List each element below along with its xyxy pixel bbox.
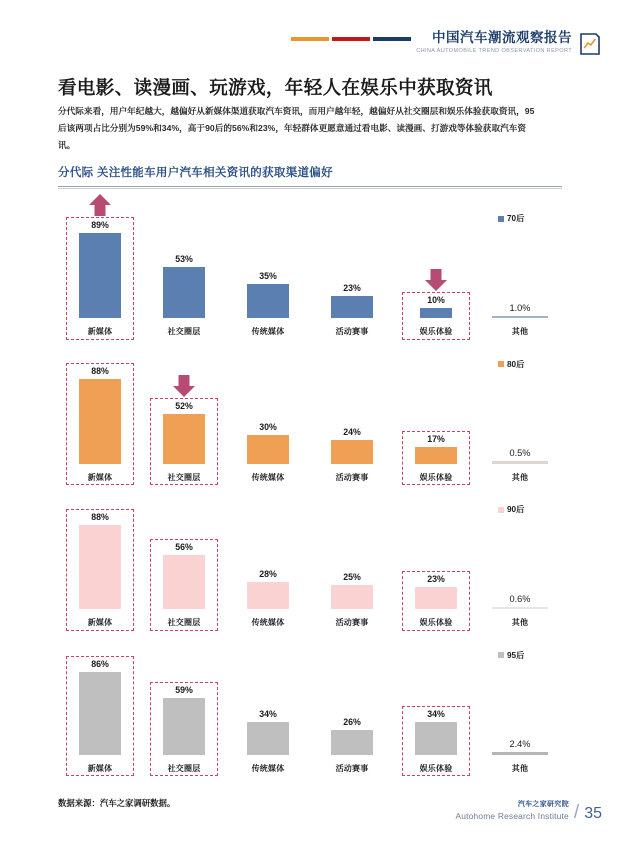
chart-row-95后: [58, 633, 562, 777]
bar: [163, 698, 205, 755]
legend-swatch-icon: [498, 216, 504, 222]
bar-value-label: 25%: [343, 572, 361, 582]
bar-value-label: 28%: [259, 569, 277, 580]
bar-category-label: 娱乐体验: [419, 618, 453, 627]
chart-row-90后: [58, 487, 562, 631]
grouped-bar-chart: [58, 196, 562, 778]
bar-plot-area: [226, 509, 310, 609]
bar: [415, 587, 457, 609]
report-trend-icon: [578, 32, 602, 56]
bar-plot-area: [394, 509, 478, 609]
legend-item-80后[interactable]: [498, 359, 524, 370]
bar-value-label: 59%: [175, 684, 193, 695]
bar: [163, 267, 205, 318]
bar-category-label: 活动赛事: [335, 618, 369, 627]
bar-category-label: 社交圈层: [167, 763, 201, 773]
bar: [331, 730, 373, 755]
bar-value-label: 86%: [91, 658, 109, 669]
bar: [492, 461, 548, 464]
bar-value-label: 24%: [343, 427, 361, 438]
bar-column-新媒体[interactable]: [58, 633, 142, 777]
brand-text: [416, 30, 572, 56]
bar-category-label: 传统媒体: [251, 327, 285, 336]
bar-column-活动赛事[interactable]: [310, 487, 394, 631]
footer-branding: [456, 800, 602, 822]
page-title: 看电影、读漫画、玩游戏，年轻人在娱乐中获取资讯: [58, 77, 493, 98]
legend-label: 95后: [507, 650, 525, 660]
data-source-note: 数据来源：汽车之家调研数据。: [58, 798, 176, 808]
bar: [492, 607, 548, 610]
bar-plot-area: [310, 364, 394, 464]
brand-lockup: [291, 30, 602, 56]
bar-plot-area: [394, 364, 478, 464]
bar-value-label: 26%: [343, 716, 361, 727]
bar-plot-area: [394, 655, 478, 755]
bar-value-label: 0.6%: [509, 593, 531, 604]
bar-column-社交圈层[interactable]: [142, 633, 226, 777]
bar-value-label: 23%: [343, 282, 361, 293]
bar-category-label: 活动赛事: [335, 327, 369, 336]
rule-bar-orange: [291, 37, 329, 41]
bar: [79, 379, 121, 463]
bar-category-label: 社交圈层: [167, 327, 201, 336]
bar-value-label: 2.4%: [509, 739, 531, 749]
bar-value-label: 10%: [427, 295, 445, 306]
bar-value-label: 53%: [175, 254, 193, 265]
chart-row-70后: [58, 196, 562, 340]
bar-category-label: 新媒体: [87, 618, 113, 627]
legend-label: 70后: [507, 214, 525, 223]
arrow-down-icon: [423, 268, 449, 294]
bar: [415, 447, 457, 463]
brand-title-cn: 中国汽车潮流观察报告: [432, 30, 572, 45]
footer-org: [456, 800, 569, 822]
bar-column-社交圈层[interactable]: [142, 196, 226, 340]
bar-value-label: 35%: [259, 271, 277, 282]
bar-plot-area: [310, 509, 394, 609]
footer-org-en: Autohome Research Institute: [455, 811, 569, 821]
bar: [79, 672, 121, 755]
legend-item-90后[interactable]: [498, 504, 524, 515]
bar-plot-area: [226, 655, 310, 755]
bar-category-label: 娱乐体验: [419, 763, 453, 773]
bar-plot-area: [478, 364, 562, 464]
bar-value-label: 56%: [175, 542, 193, 553]
bar-plot-area: [478, 218, 562, 318]
bar-column-娱乐体验[interactable]: [394, 487, 478, 631]
bar-category-label: 社交圈层: [167, 472, 201, 482]
chart-row-80后: [58, 342, 562, 486]
bar-category-label: 传统媒体: [251, 472, 285, 482]
legend-item-95后[interactable]: [498, 650, 524, 661]
bar-value-label: 30%: [259, 421, 277, 432]
bar-value-label: 34%: [427, 708, 445, 719]
legend-swatch-icon: [498, 361, 504, 367]
bar-category-label: 活动赛事: [335, 763, 369, 773]
bar-column-活动赛事[interactable]: [310, 633, 394, 777]
brand-title-en: CHINA AUTOMOBILE TREND OBSERVATION REPORT: [416, 47, 572, 55]
section-header: 分代际 关注性能车用户汽车相关资讯的获取渠道偏好: [58, 167, 333, 179]
bar: [420, 308, 452, 318]
bar-value-label: 52%: [175, 400, 193, 411]
bar: [247, 435, 289, 464]
legend-label: 90后: [507, 505, 525, 514]
bar-category-label: 新媒体: [87, 472, 113, 482]
bar-column-娱乐体验[interactable]: [394, 633, 478, 777]
bar-category-label: 娱乐体验: [419, 472, 453, 482]
bar-plot-area: [58, 509, 142, 609]
bar-category-label: 其他: [511, 327, 529, 336]
bar-category-label: 其他: [511, 472, 529, 482]
bar-column-娱乐体验[interactable]: [394, 342, 478, 486]
footer-slash: /: [573, 802, 580, 823]
rule-bar-red: [332, 37, 370, 41]
bar: [331, 440, 373, 463]
bar-plot-area: [142, 509, 226, 609]
bar-plot-area: [58, 655, 142, 755]
bar-value-label: 89%: [91, 219, 109, 230]
legend-swatch-icon: [498, 507, 504, 513]
bar-value-label: 88%: [91, 511, 109, 522]
arrow-down-icon: [171, 374, 197, 400]
bar-category-label: 社交圈层: [167, 618, 201, 627]
bar-category-label: 新媒体: [87, 763, 113, 773]
bar-column-社交圈层[interactable]: [142, 342, 226, 486]
bar-category-label: 其他: [511, 618, 529, 627]
bar-category-label: 传统媒体: [251, 763, 285, 773]
bar-value-label: 0.5%: [509, 448, 531, 458]
page-lede: 分代际来看，用户年纪越大，越偏好从新媒体渠道获取汽车资讯，而用户越年轻，越偏好从社交圈层和娱乐体验获取资讯，95后该两项占比分别为59%和34%，高于90后的56%和23%，年轻群体更愿意通过看电影、读漫画、打游戏等体验获取汽车资讯。: [58, 106, 535, 150]
bar-plot-area: [478, 509, 562, 609]
legend-swatch-icon: [498, 652, 504, 658]
bar: [79, 525, 121, 609]
bar-column-传统媒体[interactable]: [226, 196, 310, 340]
bar: [247, 722, 289, 755]
bar-plot-area: [226, 218, 310, 318]
bar: [163, 414, 205, 464]
rule-bar-blue: [373, 37, 411, 41]
bar: [79, 233, 121, 318]
bar-plot-area: [142, 655, 226, 755]
bar: [331, 296, 373, 318]
bar-plot-area: [142, 218, 226, 318]
page-header: [0, 0, 620, 66]
bar-column-传统媒体[interactable]: [226, 342, 310, 486]
page-number: 35: [584, 805, 602, 822]
bar-plot-area: [226, 364, 310, 464]
section-divider: [58, 186, 562, 189]
bar-category-label: 活动赛事: [335, 472, 369, 482]
bar-plot-area: [310, 655, 394, 755]
bar: [492, 752, 548, 755]
bar-category-label: 传统媒体: [251, 618, 285, 627]
bar-plot-area: [478, 655, 562, 755]
bar: [492, 316, 548, 319]
bar: [247, 284, 289, 318]
footer-org-cn: 汽车之家研究院: [517, 801, 569, 808]
bar-category-label: 新媒体: [87, 327, 113, 336]
bar: [331, 585, 373, 609]
bar-plot-area: [58, 218, 142, 318]
bar-plot-area: [310, 218, 394, 318]
bar-plot-area: [58, 364, 142, 464]
bar-column-活动赛事[interactable]: [310, 342, 394, 486]
bar-value-label: 23%: [427, 573, 445, 584]
bar: [247, 582, 289, 609]
bar: [415, 722, 457, 755]
bar-column-传统媒体[interactable]: [226, 487, 310, 631]
bar-column-社交圈层[interactable]: [142, 487, 226, 631]
bar-category-label: 娱乐体验: [419, 327, 453, 336]
bar-value-label: 17%: [427, 434, 445, 445]
bar: [163, 555, 205, 609]
bar-value-label: 88%: [91, 366, 109, 377]
bar-category-label: 其他: [511, 763, 529, 773]
brand-rule-bars: [291, 37, 411, 41]
arrow-up-icon: [87, 193, 113, 219]
legend-item-70后[interactable]: [498, 213, 524, 224]
bar-column-活动赛事[interactable]: [310, 196, 394, 340]
bar-column-传统媒体[interactable]: [226, 633, 310, 777]
bar-column-新媒体[interactable]: [58, 342, 142, 486]
bar-value-label: 1.0%: [509, 302, 531, 313]
bar-value-label: 34%: [259, 708, 277, 719]
bar-column-新媒体[interactable]: [58, 487, 142, 631]
legend-label: 80后: [507, 359, 525, 369]
